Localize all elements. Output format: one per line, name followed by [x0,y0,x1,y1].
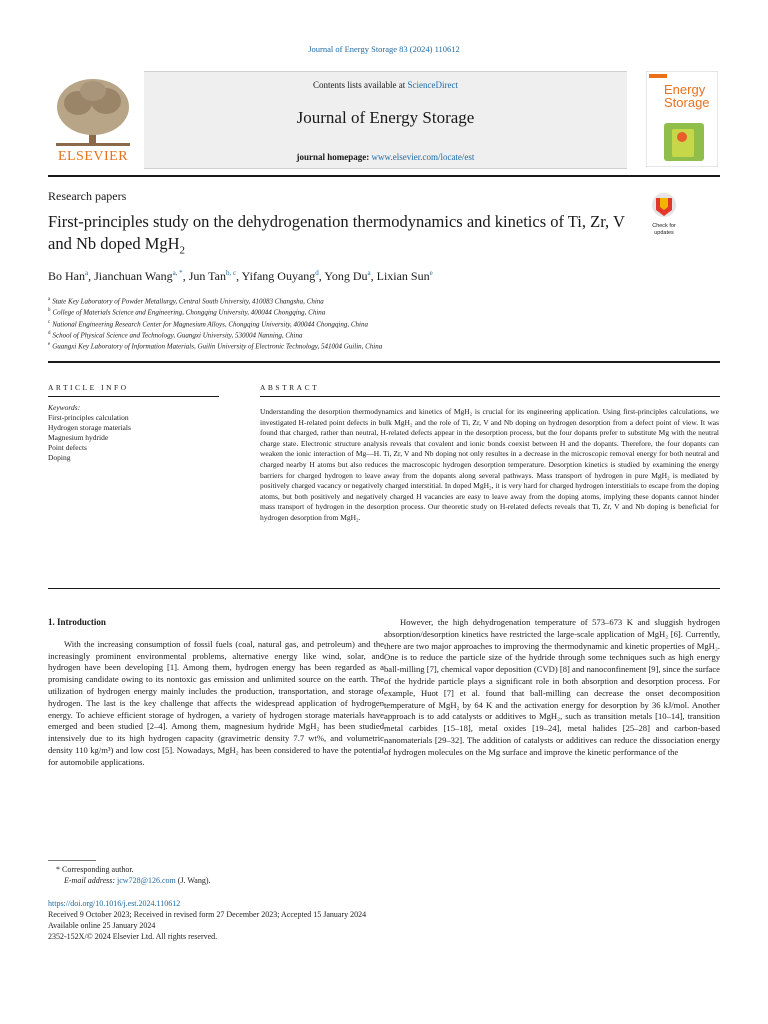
abstract-text: Understanding the desorption thermodynamics and kinetics of MgH₂ is crucial for its engineering application. Using first-principles calculations, we investigated H-related point defects in bulk MgH₂ and the role of Ti, Zr, V and Nb doping on hydrogen desorption from a defect point of view. It was found that charged, rather than neutral, H-related defects appear in the desorption process, but the four dopants prefer to substitute Mg with the neutral charge state. Electronic structure analysis reveals that covalent and ionic bonds coexist between H and the dopants. Therefore, the four dopants can weaken the ionic interaction of Mg—H. Ti, Zr, V and Nb doping not only resultes in a decrease in the microscopic removal energy for both neutral and charged nearby H atoms but also reduces the macroscopic hydrogen desorption temperature. Desorption kinetics is studied by examining the energy barriers for charged hydrogen to leave away from the dopants along several pathways. Mass transport of hydrogen in pure MgH₂ is mediated by positively charged vacancy or negatively charged interstitial. In doped MgH₂, it is very hard for charged hydrogen interstitials to escape from the doping atoms, but both positively and negatively charged H vacancies are easy to leave away from the doping atoms, implying these dopants cannot hinder mass transport of hydrogen in the desorption process. Our theoretic study on H-related defects reveals that Ti, Zr, V and Nb doping is beneficial for hydrogen desorption from MgH₂. [260,407,719,522]
author-name: Yifang Ouyang [241,269,316,283]
sciencedirect-link[interactable]: ScienceDirect [407,80,458,90]
available-online: Available online 25 January 2024 [48,921,156,930]
section-heading-introduction: 1. Introduction [48,617,106,627]
keywords-box [48,403,219,463]
crossmark-label-2: updates [654,229,674,236]
affiliation-item [48,295,382,306]
affiliation-list [48,295,382,352]
header-rule [48,361,720,363]
article-info-rule [48,396,219,397]
author-affiliation-mark[interactable]: a, * [172,269,183,277]
email-line [48,875,211,886]
homepage-prefix: journal homepage: [296,152,372,162]
affiliation-label: d [48,330,51,336]
keyword-item: Magnesium hydride [48,433,109,442]
crossmark-label-1: Check for [652,223,676,229]
author-separator: , [182,269,189,283]
affiliation-text: Guangxi Key Laboratory of Information Materials, Guilin University of Electronic Technology, 541004 Guilin, China [52,342,383,351]
intro-paragraph-2: However, the high dehydrogenation temperature of 573–673 K and sluggish hydrogen absorption/desorption kinetics have restricted the large-scale application of MgH₂ [6]. Currently, there are two major approaches to improving the thermodynamic and kinetic properties of MgH₂. One is to reduce the particle size of the hydride through some techniques such as high energy ball-milling [7], chemical vapor deposition (CVD) [8] and nanoconfinement [9], since the surface of the hydride particle plays a significant role in both absorption and desorption process. For example, Huot [7] et al. found that ball-milling can decrease the onset decomposition temperature of MgH₂ by 64 K and the activation energy for desorption by 36 kJ/mol. Another approach is to add catalysts or additives to MgH₂, such as transition metals [10–14], transition metal carbides [15–18], metal oxides [19–24], metal halides [25–28] and carbon-based nanomaterials [29–32]. The addition of catalysts or additives can reduce the dissociation energy of hydrogen molecules on the Mg surface and improve the kinetic performance of the [384,617,720,757]
email-suffix: (J. Wang). [175,876,211,885]
masthead-rule [48,175,720,177]
author-affiliation-mark[interactable]: a [85,269,89,277]
footnote-rule [48,860,96,861]
affiliation-text: School of Physical Science and Technology, Guangxi University, 530004 Nanning, China [52,331,303,340]
affiliation-item [48,329,382,340]
footnotes [48,864,211,886]
affiliation-item [48,340,382,351]
intro-paragraph-1: With the increasing consumption of fossil fuels (coal, natural gas, and petroleum) and the increasingly prominent environmental problems, alternative energy like wind, solar, and hydrogen have been developing [1]. Among them, hydrogen energy has been regarded as a promising candidate owing to its nontoxic gas emission and unlimited source on the earth. The utilization of hydrogen energy mainly includes the production, transportation, and storage of hydrogen. The last is the key challenge that affects the widespread application of hydrogen energy. To achieve efficient storage of hydrogen, a variety of hydrogen storage materials have emerged and been studied [2–4]. Among them, magnesium hydride MgH₂ has been studied intensively due to its high hydrogen capacity (gravimetric density 7.7 wt%, and volumetric density 110 kg/m³) and low cost [5]. Nowadays, MgH₂ has been considered to have the potential for automobile applications. [48,638,384,767]
body-column-left [48,617,384,769]
author-separator: , [370,269,377,283]
keywords-heading: Keywords: [48,403,81,412]
journal-cover[interactable] [646,71,718,167]
author-affiliation-mark[interactable]: b, c [225,269,237,277]
affiliation-text: State Key Laboratory of Powder Metallurgy, Central South University, 410083 Changsha, China [52,297,324,306]
affiliation-label: e [48,342,51,348]
affiliation-label: a [48,297,51,302]
affiliation-label: b [48,308,51,314]
author-affiliation-mark[interactable]: e [429,269,433,277]
keyword-item: Hydrogen storage materials [48,423,131,432]
section-label: Research papers [48,189,127,203]
cover-title-line1: Energy [664,82,706,97]
doi-link[interactable]: https://doi.org/10.1016/j.est.2024.110612 [48,899,181,908]
keyword-item: Doping [48,453,71,462]
author-name: Jianchuan Wang [94,269,173,283]
abstract-bottom-rule [48,588,720,589]
masthead [48,71,720,167]
contents-prefix: Contents lists available at [313,80,408,90]
affiliation-item [48,318,382,329]
copyright-line: 2352-152X/© 2024 Elsevier Ltd. All rights reserved. [48,932,218,941]
author-name: Lixian Sun [376,269,430,283]
publication-info [48,898,366,942]
article-info-heading: ARTICLE INFO [48,383,129,392]
journal-reference[interactable]: Journal of Energy Storage 83 (2024) 110612 [308,44,460,54]
author-name: Yong Du [324,269,368,283]
author-separator: , [318,269,325,283]
check-for-updates-badge[interactable] [645,192,683,236]
journal-banner [144,71,627,169]
keyword-item: Point defects [48,443,87,452]
paper-title-subscript: 2 [179,244,186,257]
received-dates: Received 9 October 2023; Received in revised form 27 December 2023; Accepted 15 January 2024 [48,910,367,919]
author-separator: , [88,269,95,283]
paper-title-text: First-principles study on the dehydrogenation thermodynamics and kinetics of Ti, Zr, V and Nb doped MgH [48,212,625,253]
author-name: Jun Tan [188,269,226,283]
elsevier-logo[interactable] [48,71,138,167]
corresponding-author-note: * Corresponding author. [56,865,134,874]
author-list [48,269,433,284]
affiliation-text: College of Materials Science and Engineering, Chongqing University, 400044 Chongqing, China [52,308,326,317]
journal-title: Journal of Energy Storage [296,108,475,127]
homepage-link[interactable]: www.elsevier.com/locate/est [371,152,475,162]
author-name: Bo Han [48,269,85,283]
cover-title-line2: Storage [664,95,710,110]
author-affiliation-mark[interactable]: d [315,269,319,277]
abstract-heading: ABSTRACT [260,383,320,392]
body-column-right [384,617,720,759]
abstract-rule [260,396,720,397]
homepage-line [144,152,627,162]
email-label: E-mail address: [64,876,118,885]
email-link[interactable]: jcw728@126.com [117,876,176,885]
keyword-item: First-principles calculation [48,413,129,422]
affiliation-item [48,306,382,317]
author-affiliation-mark[interactable]: a [367,269,371,277]
paper-title [48,211,638,261]
author-separator: , [236,269,242,283]
contents-line [144,80,627,90]
publisher-name: ELSEVIER [57,149,129,164]
affiliation-text: National Engineering Research Center for Magnesium Alloys, Chongqing University, 400044 Chongqing, China [52,319,368,328]
crossmark-icon [645,192,683,218]
affiliation-label: c [48,319,51,325]
